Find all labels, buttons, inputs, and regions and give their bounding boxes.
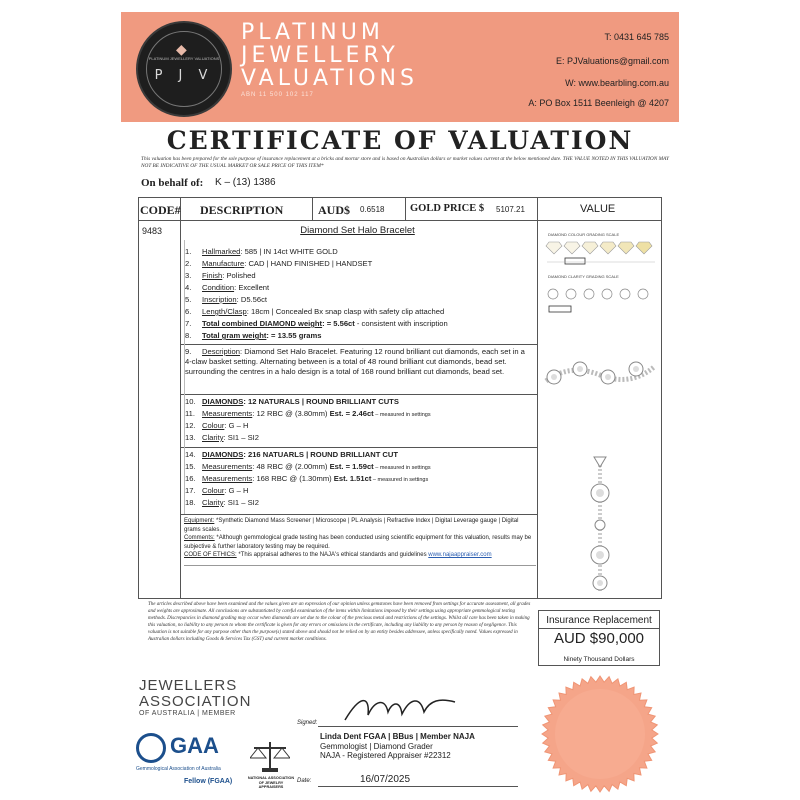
clarity-circle-icon bbox=[584, 289, 594, 299]
clarity-circle-icon bbox=[638, 289, 648, 299]
row-text: : Excellent bbox=[234, 283, 270, 292]
row-16 bbox=[185, 474, 428, 483]
item-title: Diamond Set Halo Bracelet bbox=[300, 225, 415, 236]
abn-number: ABN 11 500 102 117 bbox=[241, 92, 314, 98]
header-gold-price: GOLD PRICE $ bbox=[410, 203, 485, 214]
row-1 bbox=[185, 247, 338, 256]
behalf-value: K – (13) 1386 bbox=[215, 177, 276, 188]
insurance-label: Insurance Replacement bbox=[546, 615, 652, 626]
row-number: 17. bbox=[185, 486, 196, 495]
row-10 bbox=[185, 397, 399, 406]
diamond-icon bbox=[546, 242, 562, 254]
item-code: 9483 bbox=[142, 226, 163, 236]
header-value: VALUE bbox=[580, 203, 616, 215]
signatory-title: Gemmologist | Diamond Grader bbox=[320, 742, 433, 751]
clarity-scale-title: DIAMOND CLARITY GRADING SCALE bbox=[548, 274, 619, 279]
row-12 bbox=[185, 421, 248, 430]
row-label: Clarity bbox=[202, 498, 224, 507]
row-number: 16. bbox=[185, 474, 196, 483]
brand-line-1: PLATINUM bbox=[241, 20, 384, 45]
email-address[interactable]: E: PJValuations@gmail.com bbox=[555, 56, 669, 66]
row-15 bbox=[185, 462, 431, 471]
signed-label: Signed: bbox=[297, 720, 318, 726]
logo-letters: P J V bbox=[154, 68, 214, 83]
row-3 bbox=[185, 271, 256, 280]
row-18 bbox=[185, 498, 259, 507]
row-number: 13. bbox=[185, 433, 196, 442]
row-text: : 585 | IN 14ct WHITE GOLD bbox=[240, 247, 338, 256]
row-number: 10. bbox=[185, 397, 196, 406]
disclaimer-text: This valuation has been prepared for the sole purpose of insurance replacement at a bricks and mortar store and is based on Australian dollars or market values current at the below mentioned date. THE VALUE NOTED IN THIS VALUATION MAY NOT BE INDICATIVE OF THE USUAL MARKET OR SALE PRICE OF THIS ITEM* bbox=[141, 156, 669, 169]
equipment-text: *Synthetic Diamond Mass Screener | Microscope | PL Analysis | Refractive Index | Digital Leverage gauge | Digital grams scales. bbox=[184, 518, 519, 533]
row-4 bbox=[185, 283, 269, 292]
clarity-scale-graphic bbox=[545, 280, 657, 316]
notes-block bbox=[184, 517, 536, 560]
colour-grade-highlight bbox=[565, 258, 585, 264]
row-label: Measurements bbox=[202, 462, 253, 471]
ethics-text: *This appraisal adheres to the NAJA's ethical standards and guidelines bbox=[236, 552, 429, 558]
scales-of-justice-icon bbox=[250, 740, 290, 774]
diamond-icon bbox=[600, 242, 616, 254]
insurance-words: Ninety Thousand Dollars bbox=[563, 656, 635, 663]
diamond-icon bbox=[595, 520, 605, 530]
website-link[interactable]: W: www.bearbling.com.au bbox=[565, 78, 669, 88]
naja-logo-text: NATIONAL ASSOCIATION OF JEWELRY APPRAISERS bbox=[247, 776, 295, 789]
date-line bbox=[318, 786, 518, 787]
row-divider-18 bbox=[180, 514, 537, 515]
comments-note bbox=[184, 534, 536, 551]
diamond-icon bbox=[582, 242, 598, 254]
gaa-fellow: Fellow (FGAA) bbox=[184, 778, 233, 785]
certificate-title: CERTIFICATE OF VALUATION bbox=[166, 126, 634, 155]
row-label: DIAMONDS bbox=[202, 450, 244, 459]
row-number: 14. bbox=[185, 450, 196, 459]
certificate-date: 16/07/2025 bbox=[360, 774, 411, 785]
row-note: – measured in settings bbox=[373, 465, 431, 471]
row-label: Inscription bbox=[202, 295, 237, 304]
row-number: 11. bbox=[185, 409, 195, 418]
row-bold: : 216 NATUARLS | ROUND BRILLIANT CUT bbox=[243, 450, 399, 459]
row-number: 2. bbox=[185, 259, 192, 268]
header-description: DESCRIPTION bbox=[200, 203, 284, 217]
brand-line-3: VALUATIONS bbox=[241, 66, 418, 91]
signature bbox=[340, 690, 460, 726]
phone-number: T: 0431 645 785 bbox=[604, 32, 669, 42]
gold-price-value: 5107.21 bbox=[496, 205, 525, 214]
row-divider-9 bbox=[180, 394, 537, 395]
row-text: : Diamond Set Halo Bracelet. Featuring 12 round brilliant cut diamonds, each set in a 4-claw basket setting. Alternating between is a total of 48 round brilliant cut diamonds, bead set. surrounding the centres in a halo design is a total of 168 round brilliant cut diamonds, bead set. bbox=[185, 347, 525, 376]
row-9-description bbox=[185, 347, 533, 377]
row-label: Finish bbox=[202, 271, 223, 280]
row-label: Manufacture bbox=[202, 259, 245, 268]
row-number: 4. bbox=[185, 283, 192, 292]
row-label: Length/Clasp bbox=[202, 307, 247, 316]
row-text: : 168 RBC @ (1.30mm) bbox=[252, 474, 334, 483]
table-header-divider bbox=[138, 220, 662, 221]
row-label: Measurements bbox=[202, 409, 253, 418]
notes-underline bbox=[184, 565, 536, 566]
row-13 bbox=[185, 433, 259, 442]
certificate-seal bbox=[540, 674, 660, 794]
row-label: Condition bbox=[202, 283, 235, 292]
row-text: : SI1 – SI2 bbox=[223, 498, 259, 507]
value-column-divider bbox=[537, 197, 538, 599]
row-text: : G – H bbox=[224, 421, 249, 430]
row-number: 6. bbox=[185, 307, 192, 316]
row-bold: Est. = 2.46ct bbox=[329, 409, 374, 418]
row-11 bbox=[185, 409, 431, 418]
row-17 bbox=[185, 486, 248, 495]
header-aud: AUD$ bbox=[318, 203, 350, 217]
row-label: Colour bbox=[202, 421, 225, 430]
row-number: 15. bbox=[185, 462, 196, 471]
diamond-icon bbox=[636, 242, 652, 254]
insurance-divider bbox=[538, 628, 660, 629]
terms-text: The articles described above have been examined and the values given are an expression of our opinion unless gemstones have been removed from settings for accurate assessment, all grades and weights are approximate. All conclusions are substantiated by careful examination of the items within limitations imposed by their settings using appropriate gemmological testing methods. Discrepancies in diamond grading may occur when diamonds are set due to the colour of the precious metal and restrictions of the settings. Whilst all care has been taken in making this valuation, no liability to any person to whom the certificate is given for any errors or omissions in the certificate, including any liability to any person by reason of negligence. This valuation is not suitable for any purpose other than the purpose(s) stated above and should not be relied on by an entity besides addressee, unless specifically noted. Values expressed in Australian dollars including Goods & Services Tax (GST) and current market conditions. bbox=[148, 602, 531, 642]
row-label: Measurements bbox=[202, 474, 253, 483]
row-bold: : 12 NATURALS | ROUND BRILLIANT CUTS bbox=[243, 397, 399, 406]
aud-value: 0.6518 bbox=[360, 205, 385, 214]
brand-line-2: JEWELLERY bbox=[241, 43, 399, 68]
row-text: : SI1 – SI2 bbox=[223, 433, 259, 442]
equipment-label: Equipment: bbox=[184, 518, 215, 524]
row-number: 8. bbox=[185, 331, 192, 340]
clarity-circle-icon bbox=[602, 289, 612, 299]
row-divider-13 bbox=[180, 447, 537, 448]
date-label: Date: bbox=[297, 778, 312, 784]
row-text: : 12 RBC @ (3.80mm) bbox=[252, 409, 330, 418]
header-code: CODE# bbox=[140, 203, 181, 217]
row-8 bbox=[185, 331, 322, 340]
row-label: Description bbox=[202, 347, 240, 356]
number-column-line bbox=[184, 240, 185, 514]
ethics-link[interactable]: www.najaappraiser.com bbox=[428, 552, 492, 558]
postal-address: A: PO Box 1511 Beenleigh @ 4207 bbox=[528, 98, 669, 108]
signatory-registration: NAJA - Registered Appraiser #22312 bbox=[320, 751, 451, 760]
jaa-logo-line1: JEWELLERS bbox=[139, 677, 238, 694]
row-bold: : = 5.56ct bbox=[322, 319, 355, 328]
row-number: 3. bbox=[185, 271, 192, 280]
ethics-label: CODE OF ETHICS: bbox=[184, 552, 237, 558]
row-number: 18. bbox=[185, 498, 196, 507]
signature-line bbox=[318, 726, 518, 727]
row-5 bbox=[185, 295, 267, 304]
row-6 bbox=[185, 307, 444, 316]
diamond-icon bbox=[618, 242, 634, 254]
row-divider-8 bbox=[180, 344, 537, 345]
diamond-icon bbox=[594, 457, 606, 467]
header-divider-aud bbox=[405, 197, 406, 220]
row-7 bbox=[185, 319, 448, 328]
gaa-logo-text: GAA bbox=[170, 733, 219, 758]
bracelet-photo-top bbox=[540, 345, 660, 415]
logo-ring-text: PLATINUM JEWELLERY VALUATIONS bbox=[148, 56, 220, 61]
row-bold: Est. 1.51ct bbox=[333, 474, 372, 483]
row-text: : D5.56ct bbox=[236, 295, 268, 304]
clarity-circle-icon bbox=[548, 289, 558, 299]
row-bold: Est. = 1.59ct bbox=[329, 462, 374, 471]
row-bold: : = 13.55 grams bbox=[266, 331, 322, 340]
row-label: Hallmarked bbox=[202, 247, 241, 256]
row-number: 9. bbox=[185, 347, 192, 356]
row-text: : Polished bbox=[222, 271, 256, 280]
code-column-divider bbox=[180, 197, 181, 599]
bracelet-photo-vertical bbox=[580, 455, 620, 595]
row-text: : 48 RBC @ (2.00mm) bbox=[252, 462, 330, 471]
insurance-value: AUD $90,000 bbox=[553, 630, 645, 647]
row-number: 1. bbox=[185, 247, 192, 256]
row-text: : 18cm | Concealed Bx snap clasp with safety clip attached bbox=[246, 307, 445, 316]
row-text: - consistent with inscription bbox=[354, 319, 448, 328]
clarity-circle-icon bbox=[566, 289, 576, 299]
row-text: : CAD | HAND FINISHED | HANDSET bbox=[244, 259, 373, 268]
header-divider-desc bbox=[312, 197, 313, 220]
comments-text: *Although gemmological grade testing has been conducted using scientific equipment for this valuation, results may be subjective & further laboratory testing may be required. bbox=[184, 535, 532, 550]
row-label: DIAMONDS bbox=[202, 397, 244, 406]
comments-label: Comments: bbox=[184, 535, 215, 541]
signatory-name: Linda Dent FGAA | BBus | Member NAJA bbox=[320, 732, 475, 741]
row-label: Total combined DIAMOND weight bbox=[202, 319, 323, 328]
gaa-globe-icon bbox=[136, 733, 166, 763]
behalf-label: On behalf of: bbox=[141, 177, 204, 189]
row-2 bbox=[185, 259, 372, 268]
row-label: Clarity bbox=[202, 433, 224, 442]
jaa-logo-line2: ASSOCIATION bbox=[139, 693, 252, 710]
row-number: 7. bbox=[185, 319, 192, 328]
ethics-note bbox=[184, 551, 536, 560]
row-text: : G – H bbox=[224, 486, 249, 495]
row-number: 5. bbox=[185, 295, 192, 304]
row-label: Colour bbox=[202, 486, 225, 495]
equipment-note bbox=[184, 517, 536, 534]
row-14 bbox=[185, 450, 398, 459]
row-note: – measured in settings bbox=[371, 477, 429, 483]
clarity-grade-highlight bbox=[549, 306, 571, 312]
diamond-icon bbox=[564, 242, 580, 254]
colour-scale-title: DIAMOND COLOUR GRADING SCALE bbox=[548, 232, 620, 237]
gaa-subtitle: Gemmological Association of Australia bbox=[136, 766, 221, 772]
jaa-logo-line3: OF AUSTRALIA | MEMBER bbox=[139, 710, 236, 717]
row-note: – measured in settings bbox=[373, 412, 431, 418]
row-label: Total gram weight bbox=[202, 331, 267, 340]
row-number: 12. bbox=[185, 421, 196, 430]
diamond-icon: ◆ bbox=[176, 42, 187, 58]
clarity-circle-icon bbox=[620, 289, 630, 299]
colour-scale-graphic bbox=[545, 238, 657, 268]
